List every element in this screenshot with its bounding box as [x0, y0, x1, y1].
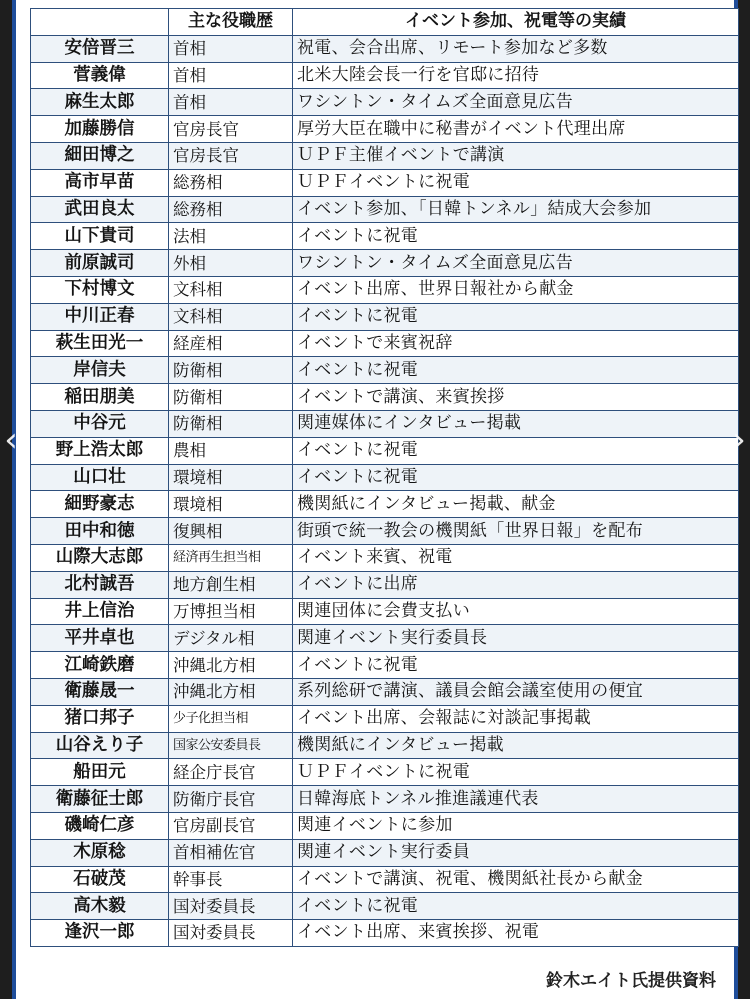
- role-cell: 沖縄北方相: [169, 652, 293, 679]
- name-cell: 磯崎仁彦: [31, 812, 169, 839]
- record-cell: ＵＰＦ主催イベントで講演: [293, 142, 739, 169]
- table-row: [31, 223, 739, 250]
- record-cell: 関連イベントに参加: [293, 812, 739, 839]
- record-cell: イベントに祝電: [293, 223, 739, 250]
- role-cell: 万博担当相: [169, 598, 293, 625]
- table-row: [31, 35, 739, 62]
- record-cell: イベントに祝電: [293, 652, 739, 679]
- name-cell: 高市早苗: [31, 169, 169, 196]
- record-cell: イベントに祝電: [293, 893, 739, 920]
- name-cell: 山際大志郎: [31, 544, 169, 571]
- name-cell: 中谷元: [31, 410, 169, 437]
- table-row: [31, 705, 739, 732]
- record-cell: 街頭で統一教会の機関紙「世界日報」を配布: [293, 518, 739, 545]
- table-row: [31, 169, 739, 196]
- name-cell: 高木毅: [31, 893, 169, 920]
- role-cell: 防衛相: [169, 357, 293, 384]
- role-cell: 防衛庁長官: [169, 786, 293, 813]
- record-cell: 厚労大臣在職中に秘書がイベント代理出席: [293, 116, 739, 143]
- record-cell: イベントで来賓祝辞: [293, 330, 739, 357]
- record-cell: イベント来賓、祝電: [293, 544, 739, 571]
- role-cell: 環境相: [169, 491, 293, 518]
- record-cell: 祝電、会合出席、リモート参加など多数: [293, 35, 739, 62]
- header-name: [31, 9, 169, 36]
- table-row: [31, 357, 739, 384]
- record-cell: イベントに祝電: [293, 464, 739, 491]
- name-cell: 山谷えり子: [31, 732, 169, 759]
- record-cell: 機関紙にインタビュー掲載: [293, 732, 739, 759]
- table-row: [31, 625, 739, 652]
- table-row: [31, 920, 739, 947]
- table-row: [31, 652, 739, 679]
- record-cell: ＵＰＦイベントに祝電: [293, 759, 739, 786]
- table-row: [31, 384, 739, 411]
- header-role: 主な役職歴: [169, 9, 293, 36]
- table-row: [31, 62, 739, 89]
- politician-table: [30, 8, 739, 947]
- record-cell: ワシントン・タイムズ全面意見広告: [293, 250, 739, 277]
- role-cell: 官房長官: [169, 116, 293, 143]
- role-cell: 経企庁長官: [169, 759, 293, 786]
- name-cell: 野上浩太郎: [31, 437, 169, 464]
- name-cell: 細野豪志: [31, 491, 169, 518]
- table-row: [31, 142, 739, 169]
- name-cell: 下村博文: [31, 276, 169, 303]
- record-cell: イベント出席、会報誌に対談記事掲載: [293, 705, 739, 732]
- table-row: [31, 518, 739, 545]
- name-cell: 石破茂: [31, 866, 169, 893]
- role-cell: 沖縄北方相: [169, 678, 293, 705]
- name-cell: 山口壮: [31, 464, 169, 491]
- role-cell: 防衛相: [169, 410, 293, 437]
- role-cell: 法相: [169, 223, 293, 250]
- record-cell: ワシントン・タイムズ全面意見広告: [293, 89, 739, 116]
- role-cell: 経産相: [169, 330, 293, 357]
- name-cell: 菅義偉: [31, 62, 169, 89]
- role-cell: 首相: [169, 89, 293, 116]
- record-cell: 関連団体に会費支払い: [293, 598, 739, 625]
- table-row: [31, 866, 739, 893]
- table-row: [31, 330, 739, 357]
- name-cell: 岸信夫: [31, 357, 169, 384]
- record-cell: イベントに祝電: [293, 303, 739, 330]
- role-cell: 外相: [169, 250, 293, 277]
- record-cell: イベントに出席: [293, 571, 739, 598]
- name-cell: 衛藤征士郎: [31, 786, 169, 813]
- role-cell: 環境相: [169, 464, 293, 491]
- role-cell: 総務相: [169, 169, 293, 196]
- role-cell: 文科相: [169, 276, 293, 303]
- record-cell: イベントに祝電: [293, 357, 739, 384]
- role-cell: 国対委員長: [169, 920, 293, 947]
- name-cell: 逢沢一郎: [31, 920, 169, 947]
- record-cell: 日韓海底トンネル推進議連代表: [293, 786, 739, 813]
- role-cell: 首相: [169, 35, 293, 62]
- document-sheet: [12, 0, 738, 999]
- table-row: [31, 786, 739, 813]
- role-cell: 防衛相: [169, 384, 293, 411]
- record-cell: ＵＰＦイベントに祝電: [293, 169, 739, 196]
- table-row: [31, 893, 739, 920]
- name-cell: 萩生田光一: [31, 330, 169, 357]
- source-credit: 鈴木エイト氏提供資料: [546, 971, 716, 991]
- record-cell: 北米大陸会長一行を官邸に招待: [293, 62, 739, 89]
- record-cell: イベントに祝電: [293, 437, 739, 464]
- table-row: [31, 196, 739, 223]
- table-row: [31, 839, 739, 866]
- record-cell: イベント参加、「日韓トンネル」結成大会参加: [293, 196, 739, 223]
- table-row: [31, 464, 739, 491]
- name-cell: 衛藤晟一: [31, 678, 169, 705]
- role-cell: 幹事長: [169, 866, 293, 893]
- name-cell: 前原誠司: [31, 250, 169, 277]
- name-cell: 猪口邦子: [31, 705, 169, 732]
- role-cell: 地方創生相: [169, 571, 293, 598]
- table-row: [31, 598, 739, 625]
- table-row: [31, 303, 739, 330]
- table-header-row: [31, 9, 739, 36]
- role-cell: 国対委員長: [169, 893, 293, 920]
- record-cell: 関連イベント実行委員: [293, 839, 739, 866]
- record-cell: 関連媒体にインタビュー掲載: [293, 410, 739, 437]
- record-cell: 機関紙にインタビュー掲載、献金: [293, 491, 739, 518]
- name-cell: 船田元: [31, 759, 169, 786]
- role-cell: 首相: [169, 62, 293, 89]
- name-cell: 細田博之: [31, 142, 169, 169]
- table-row: [31, 437, 739, 464]
- name-cell: 田中和徳: [31, 518, 169, 545]
- role-cell: 総務相: [169, 196, 293, 223]
- name-cell: 麻生太郎: [31, 89, 169, 116]
- role-cell: 首相補佐官: [169, 839, 293, 866]
- next-arrow-icon[interactable]: ›: [732, 420, 746, 460]
- role-cell: 農相: [169, 437, 293, 464]
- name-cell: 北村誠吾: [31, 571, 169, 598]
- table-row: [31, 759, 739, 786]
- role-cell: 官房長官: [169, 142, 293, 169]
- role-cell: 文科相: [169, 303, 293, 330]
- table-row: [31, 812, 739, 839]
- record-cell: イベントで講演、祝電、機関紙社長から献金: [293, 866, 739, 893]
- table-row: [31, 250, 739, 277]
- name-cell: 平井卓也: [31, 625, 169, 652]
- name-cell: 中川正春: [31, 303, 169, 330]
- table-row: [31, 571, 739, 598]
- table-row: [31, 544, 739, 571]
- name-cell: 稲田朋美: [31, 384, 169, 411]
- role-cell: 復興相: [169, 518, 293, 545]
- table-row: [31, 491, 739, 518]
- name-cell: 山下貴司: [31, 223, 169, 250]
- table-row: [31, 410, 739, 437]
- table-row: [31, 116, 739, 143]
- role-cell: 少子化担当相: [169, 705, 293, 732]
- record-cell: イベント出席、世界日報社から献金: [293, 276, 739, 303]
- name-cell: 井上信治: [31, 598, 169, 625]
- record-cell: イベントで講演、来賓挨拶: [293, 384, 739, 411]
- record-cell: 関連イベント実行委員長: [293, 625, 739, 652]
- role-cell: 官房副長官: [169, 812, 293, 839]
- table-body: [31, 35, 739, 946]
- name-cell: 木原稔: [31, 839, 169, 866]
- role-cell: デジタル相: [169, 625, 293, 652]
- record-cell: 系列総研で講演、議員会館会議室使用の便宜: [293, 678, 739, 705]
- role-cell: 国家公安委員長: [169, 732, 293, 759]
- table-row: [31, 276, 739, 303]
- previous-arrow-icon[interactable]: ‹: [4, 420, 18, 460]
- table-row: [31, 89, 739, 116]
- name-cell: 武田良太: [31, 196, 169, 223]
- table-row: [31, 732, 739, 759]
- name-cell: 江崎鉄磨: [31, 652, 169, 679]
- table-row: [31, 678, 739, 705]
- name-cell: 加藤勝信: [31, 116, 169, 143]
- role-cell: 経済再生担当相: [169, 544, 293, 571]
- header-record: イベント参加、祝電等の実績: [293, 9, 739, 36]
- name-cell: 安倍晋三: [31, 35, 169, 62]
- record-cell: イベント出席、来賓挨拶、祝電: [293, 920, 739, 947]
